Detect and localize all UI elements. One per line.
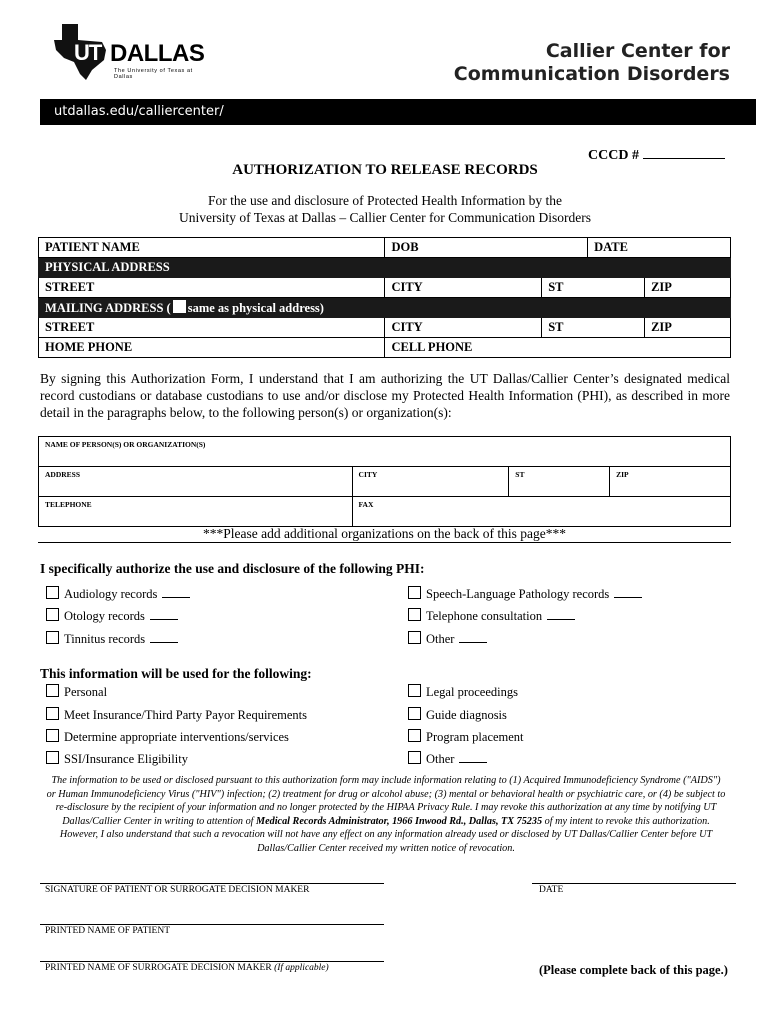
logo-ut-text: UT [74, 40, 102, 65]
blank-line [459, 632, 487, 643]
blank-line [150, 632, 178, 643]
ut-dallas-logo [52, 22, 204, 82]
checkbox-label: Other [426, 632, 455, 646]
printed-surrogate-text: PRINTED NAME OF SURROGATE DECISION MAKER [45, 963, 272, 973]
printed-patient-line[interactable] [40, 924, 384, 925]
subtitle-line2: University of Texas at Dallas – Callier Center for Communication Disorders [179, 210, 591, 225]
use-heading: This information will be used for the following: [40, 666, 312, 681]
organization-table [38, 436, 731, 527]
checkbox-box[interactable] [408, 729, 421, 742]
url-bar: utdallas.edu/calliercenter/ [40, 99, 756, 125]
disclosure-text [46, 774, 726, 855]
checkbox-telephone-consultation[interactable] [408, 608, 575, 624]
phi-heading: I specifically authorize the use and disclosure of the following PHI: [40, 561, 425, 576]
checkbox-label: Tinnitus records [64, 632, 146, 646]
checkbox-guide-diagnosis[interactable] [408, 707, 507, 723]
checkbox-program-placement[interactable] [408, 729, 524, 745]
signature-line[interactable] [40, 883, 384, 884]
form-subtitle [0, 192, 770, 226]
organization-st-field[interactable]: ST [509, 467, 610, 497]
additional-organizations-note: ***Please add additional organizations on the back of this page*** [38, 526, 731, 543]
physical-address-header: PHYSICAL ADDRESS [39, 258, 731, 278]
checkbox-label: Audiology records [64, 587, 158, 601]
checkbox-box[interactable] [408, 751, 421, 764]
printed-surrogate-line[interactable] [40, 961, 384, 962]
cell-phone-field[interactable]: CELL PHONE [385, 338, 731, 358]
checkbox-insurance[interactable] [46, 707, 307, 723]
physical-zip-field[interactable]: ZIP [645, 278, 731, 298]
organization-telephone-field[interactable]: TELEPHONE [39, 497, 353, 527]
form-title: AUTHORIZATION TO RELEASE RECORDS [232, 162, 538, 178]
patient-info-table [38, 237, 731, 358]
physical-city-field[interactable]: CITY [385, 278, 542, 298]
printed-patient-label: PRINTED NAME OF PATIENT [45, 926, 171, 936]
checkbox-label: Meet Insurance/Third Party Payor Requirements [64, 708, 307, 722]
mailing-zip-field[interactable]: ZIP [645, 318, 731, 338]
checkbox-phi-other[interactable] [408, 631, 487, 647]
organization-zip-field[interactable]: ZIP [610, 467, 731, 497]
checkbox-box[interactable] [46, 707, 59, 720]
checkbox-label: Telephone consultation [426, 609, 543, 623]
authorization-paragraph: By signing this Authorization Form, I understand that I am authorizing the UT Dallas/Callier Center’s designated medical record custodians or database custodians to use and/or disclose my Protected Health Information (PHI), as described in more detail in the paragraphs below, to the following person(s) or organization(s): [40, 371, 730, 420]
checkbox-box[interactable] [46, 586, 59, 599]
checkbox-box[interactable] [408, 631, 421, 644]
checkbox-label: Guide diagnosis [426, 708, 507, 722]
checkbox-audiology[interactable] [46, 586, 190, 602]
back-page-note: (Please complete back of this page.) [539, 963, 728, 977]
checkbox-box[interactable] [408, 608, 421, 621]
dob-field[interactable]: DOB [385, 238, 588, 258]
date-line[interactable] [532, 883, 736, 884]
organization-name-field[interactable]: NAME OF PERSON(S) OR ORGANIZATION(S) [39, 437, 731, 467]
checkbox-label: Legal proceedings [426, 685, 518, 699]
checkbox-interventions[interactable] [46, 729, 289, 745]
mailing-address-header [39, 298, 731, 318]
patient-name-field[interactable]: PATIENT NAME [39, 238, 385, 258]
checkbox-label: Otology records [64, 609, 145, 623]
logo-university-text: The University of Texas at Dallas [114, 68, 193, 80]
disclosure-address: Medical Records Administrator, 1966 Inwood Rd., Dallas, TX 75235 [256, 815, 543, 827]
subtitle-line1: For the use and disclosure of Protected Health Information by the [208, 193, 562, 208]
if-applicable-text: (If applicable) [274, 963, 329, 973]
checkbox-box[interactable] [46, 729, 59, 742]
organization-address-field[interactable]: ADDRESS [39, 467, 353, 497]
checkbox-box[interactable] [408, 684, 421, 697]
date-label: DATE [539, 885, 564, 895]
checkbox-box[interactable] [408, 707, 421, 720]
mailing-suffix: same as physical address) [187, 300, 324, 315]
checkbox-box[interactable] [46, 684, 59, 697]
checkbox-box[interactable] [46, 751, 59, 764]
checkbox-label: Speech-Language Pathology records [426, 587, 610, 601]
center-name [454, 40, 730, 86]
physical-street-field[interactable]: STREET [39, 278, 385, 298]
physical-st-field[interactable]: ST [542, 278, 645, 298]
checkbox-use-other[interactable] [408, 751, 487, 767]
checkbox-ssi[interactable] [46, 751, 188, 767]
ccd-label: CCCD # [588, 148, 639, 163]
checkbox-legal[interactable] [408, 684, 518, 700]
checkbox-label: Program placement [426, 730, 524, 744]
mailing-city-field[interactable]: CITY [385, 318, 542, 338]
checkbox-box[interactable] [46, 608, 59, 621]
ccd-line [643, 146, 725, 159]
checkbox-box[interactable] [408, 586, 421, 599]
checkbox-label: Other [426, 752, 455, 766]
mailing-st-field[interactable]: ST [542, 318, 645, 338]
checkbox-otology[interactable] [46, 608, 178, 624]
checkbox-label: Determine appropriate interventions/services [64, 730, 289, 744]
date-field[interactable]: DATE [588, 238, 731, 258]
disclosure-part2: of my intent to revoke this authorization. However, I also understand that such a revocation will not have any effect on any information already used or disclosed by UT Dallas/Callier Center before UT Dallas/Callier Center received my written notice of revocation. [59, 815, 713, 854]
organization-city-field[interactable]: CITY [352, 467, 509, 497]
printed-surrogate-label [45, 963, 329, 973]
checkbox-speech-language[interactable] [408, 586, 642, 602]
logo-dallas-text: DALLAS [110, 40, 205, 67]
blank-line [614, 587, 642, 598]
center-name-line2: Communication Disorders [453, 63, 730, 85]
checkbox-label: Personal [64, 685, 108, 699]
organization-fax-field[interactable]: FAX [352, 497, 730, 527]
home-phone-field[interactable]: HOME PHONE [39, 338, 385, 358]
blank-line [547, 609, 575, 620]
signature-label: SIGNATURE OF PATIENT OR SURROGATE DECISION MAKER [45, 885, 310, 895]
checkbox-label: SSI/Insurance Eligibility [64, 752, 188, 766]
blank-line [162, 587, 190, 598]
checkbox-personal[interactable] [46, 684, 107, 700]
blank-line [150, 609, 178, 620]
center-name-line1: Callier Center for [545, 40, 730, 62]
same-as-physical-checkbox[interactable] [173, 300, 186, 313]
mailing-street-field[interactable]: STREET [39, 318, 385, 338]
checkbox-tinnitus[interactable] [46, 631, 178, 647]
checkbox-box[interactable] [46, 631, 59, 644]
mailing-prefix: MAILING ADDRESS ( [45, 300, 171, 315]
blank-line [459, 752, 487, 763]
disclosure-part1: The information to be used or disclosed pursuant to this authorization form may include information relating to (1) Acquired Immunodeficiency Syndrome ("AIDS") or Human Immunodeficiency Virus ("HIV") infection; (2) treatment for drug or alcohol abuse; (3) mental or behavioral health or psychiatric care, or (4) be subject to re-disclosure by the recipient of your information and no longer protected by the HIPAA Privacy Rule. I may revoke this authorization at any time by notifying UT Dallas/Callier Center in writing to attention of [46, 775, 726, 827]
